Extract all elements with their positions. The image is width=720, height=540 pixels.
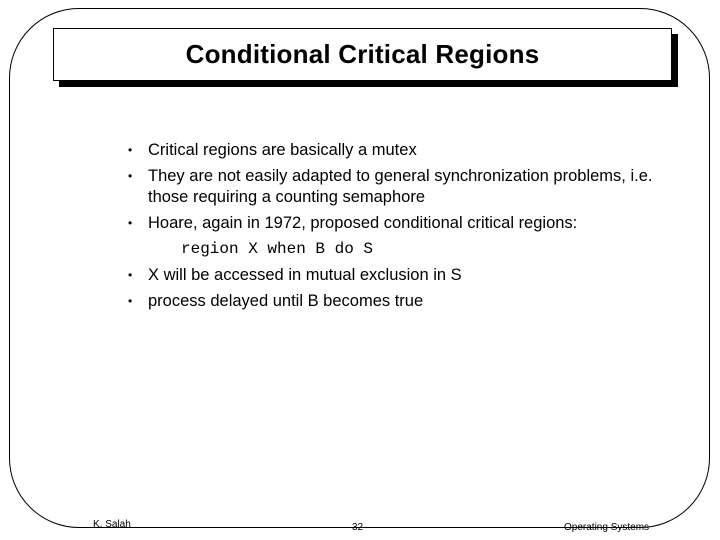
bullet-icon: • bbox=[128, 143, 133, 157]
bullet-item bbox=[124, 166, 684, 208]
bullet-item bbox=[124, 213, 684, 234]
bullet-icon: • bbox=[128, 268, 133, 282]
bullet-icon: • bbox=[128, 216, 133, 230]
bullet-item bbox=[124, 265, 684, 286]
bullet-item bbox=[124, 291, 684, 312]
bullet-list bbox=[124, 140, 684, 317]
bullet-text: Critical regions are basically a mutex bbox=[148, 141, 417, 159]
title-box bbox=[53, 28, 672, 81]
bullet-icon: • bbox=[128, 294, 133, 308]
footer-course: Operating Systems bbox=[564, 522, 650, 533]
bullet-text: process delayed until B becomes true bbox=[148, 292, 424, 310]
footer-author: K. Salah bbox=[93, 519, 131, 530]
bullet-text: Hoare, again in 1972, proposed conditional critical regions: bbox=[148, 214, 578, 232]
bullet-item bbox=[124, 140, 684, 161]
bullet-text: They are not easily adapted to general synchronization problems, i.e. those requiring a counting semaphore bbox=[148, 167, 653, 206]
code-line: region X when B do S bbox=[181, 240, 374, 258]
bullet-text: X will be accessed in mutual exclusion in S bbox=[148, 266, 462, 284]
slide-title: Conditional Critical Regions bbox=[185, 39, 540, 69]
bullet-icon: • bbox=[128, 169, 133, 183]
footer-page-number: 32 bbox=[352, 522, 364, 533]
